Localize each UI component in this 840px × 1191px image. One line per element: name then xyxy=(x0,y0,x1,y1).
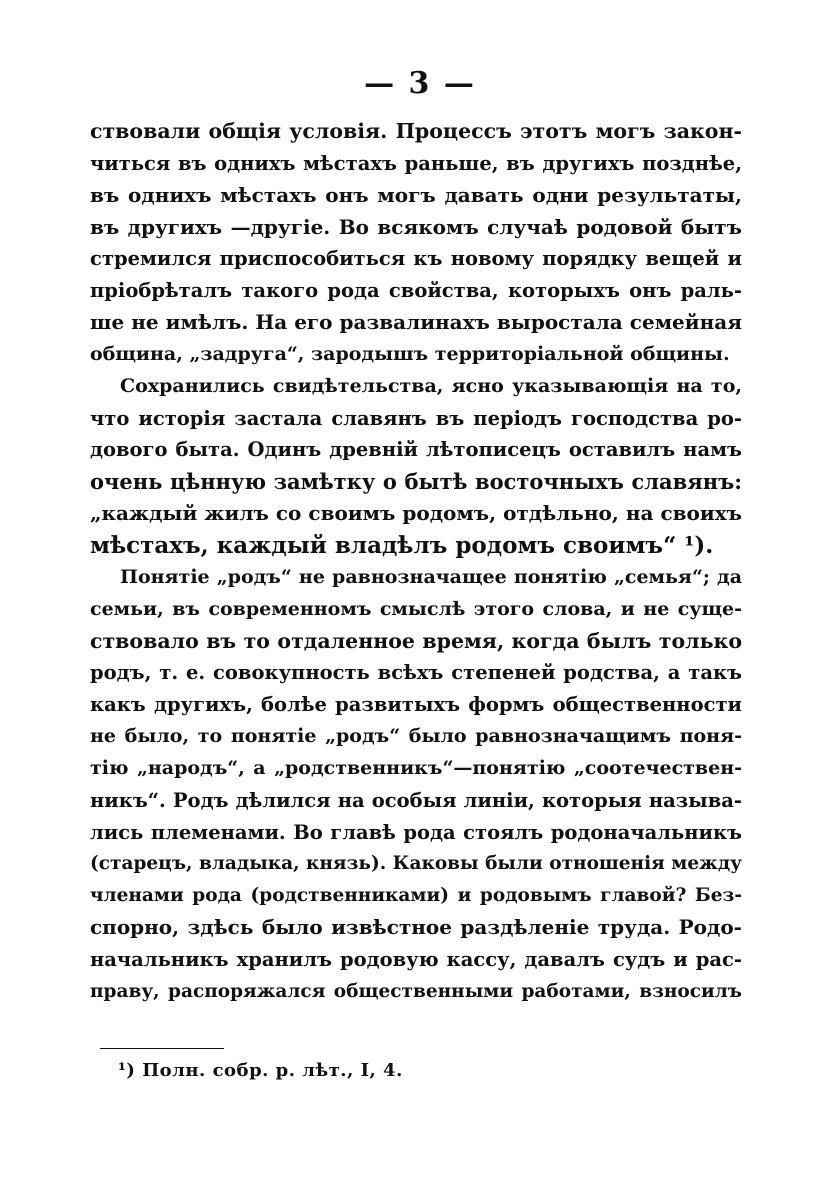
text-line: община, „задруга“, зародышъ территоріальной общины. xyxy=(90,342,730,365)
text-line: членами рода (родственниками) и родовымъ главой? Без- xyxy=(90,885,742,907)
text-line: никъ“. Родъ дѣлился на особыя линіи, которыя называ- xyxy=(90,788,742,812)
text-line: тію „народъ“, а „родственникъ“—понятію „соотечествен- xyxy=(90,756,742,779)
text-line: ше не имѣлъ. На его развалинахъ выростала семейная xyxy=(90,310,742,335)
text-line: начальникъ хранилъ родовую кассу, давалъ судъ и рас- xyxy=(90,947,742,971)
text-line: праву, распоряжался общественными работами, взносилъ xyxy=(90,980,742,1002)
text-line: „каждый жилъ со своимъ родомъ, отдѣльно, на своихъ xyxy=(90,501,742,526)
text-line: стремился приспособиться къ новому порядку вещей и xyxy=(90,247,742,271)
text-line: пріобрѣталъ такого рода свойства, которыхъ онъ раль- xyxy=(90,279,742,303)
text-line: читься въ однихъ мѣстахъ раньше, въ другихъ позднѣе, xyxy=(90,151,742,175)
text-line: очень цѣнную замѣтку о бытѣ восточныхъ славянъ: xyxy=(90,469,742,495)
paragraph-start-line: Понятіе „родъ“ не равнозначащее понятію „семья“; да xyxy=(120,565,742,588)
text-line: ствовало въ то отдаленное время, когда былъ только xyxy=(90,628,742,653)
text-line: ствовали общія условія. Процессъ этотъ могъ закон- xyxy=(90,119,742,143)
text-line: въ однихъ мѣстахъ онъ могъ давать одни результаты, xyxy=(90,182,742,207)
footnote-separator xyxy=(100,1048,224,1049)
footnote-text: Полн. собр. р. лѣт., I, 4. xyxy=(142,1060,403,1081)
footnote xyxy=(118,1060,403,1081)
text-line: что исторія застала славянъ въ періодъ господства ро- xyxy=(90,406,742,430)
footnote-marker: ¹) xyxy=(118,1060,136,1081)
text-line: въ другихъ —другіе. Во всякомъ случаѣ родовой бытъ xyxy=(90,214,742,239)
body-text xyxy=(90,116,742,1008)
text-line: (старецъ, владыка, князь). Каковы были отношенія между xyxy=(90,853,742,875)
text-line: лись племенами. Во главѣ рода стоялъ родоначальникъ xyxy=(90,820,742,844)
page-number: — 3 — xyxy=(364,66,476,101)
text-line: дового быта. Одинъ древній лѣтописецъ оставилъ намъ xyxy=(90,438,742,462)
text-line: не было, то понятіе „родъ“ было равнозначащимъ поня- xyxy=(90,725,742,748)
text-line: мѣстахъ, каждый владѣлъ родомъ своимъ“ ¹). xyxy=(90,531,714,559)
text-line: семьи, въ современномъ смыслѣ этого слова, и не суще- xyxy=(90,597,742,620)
text-line: спорно, здѣсь было извѣстное раздѣленіе труда. Родо- xyxy=(90,915,742,940)
text-line: какъ другихъ, болѣе развитыхъ формъ общественности xyxy=(90,693,742,717)
paragraph-start-line: Сохранились свидѣтельства, ясно указывающія на то, xyxy=(120,374,742,397)
text-line: родъ, т. е. совокупность всѣхъ степеней родства, а такъ xyxy=(90,661,742,685)
